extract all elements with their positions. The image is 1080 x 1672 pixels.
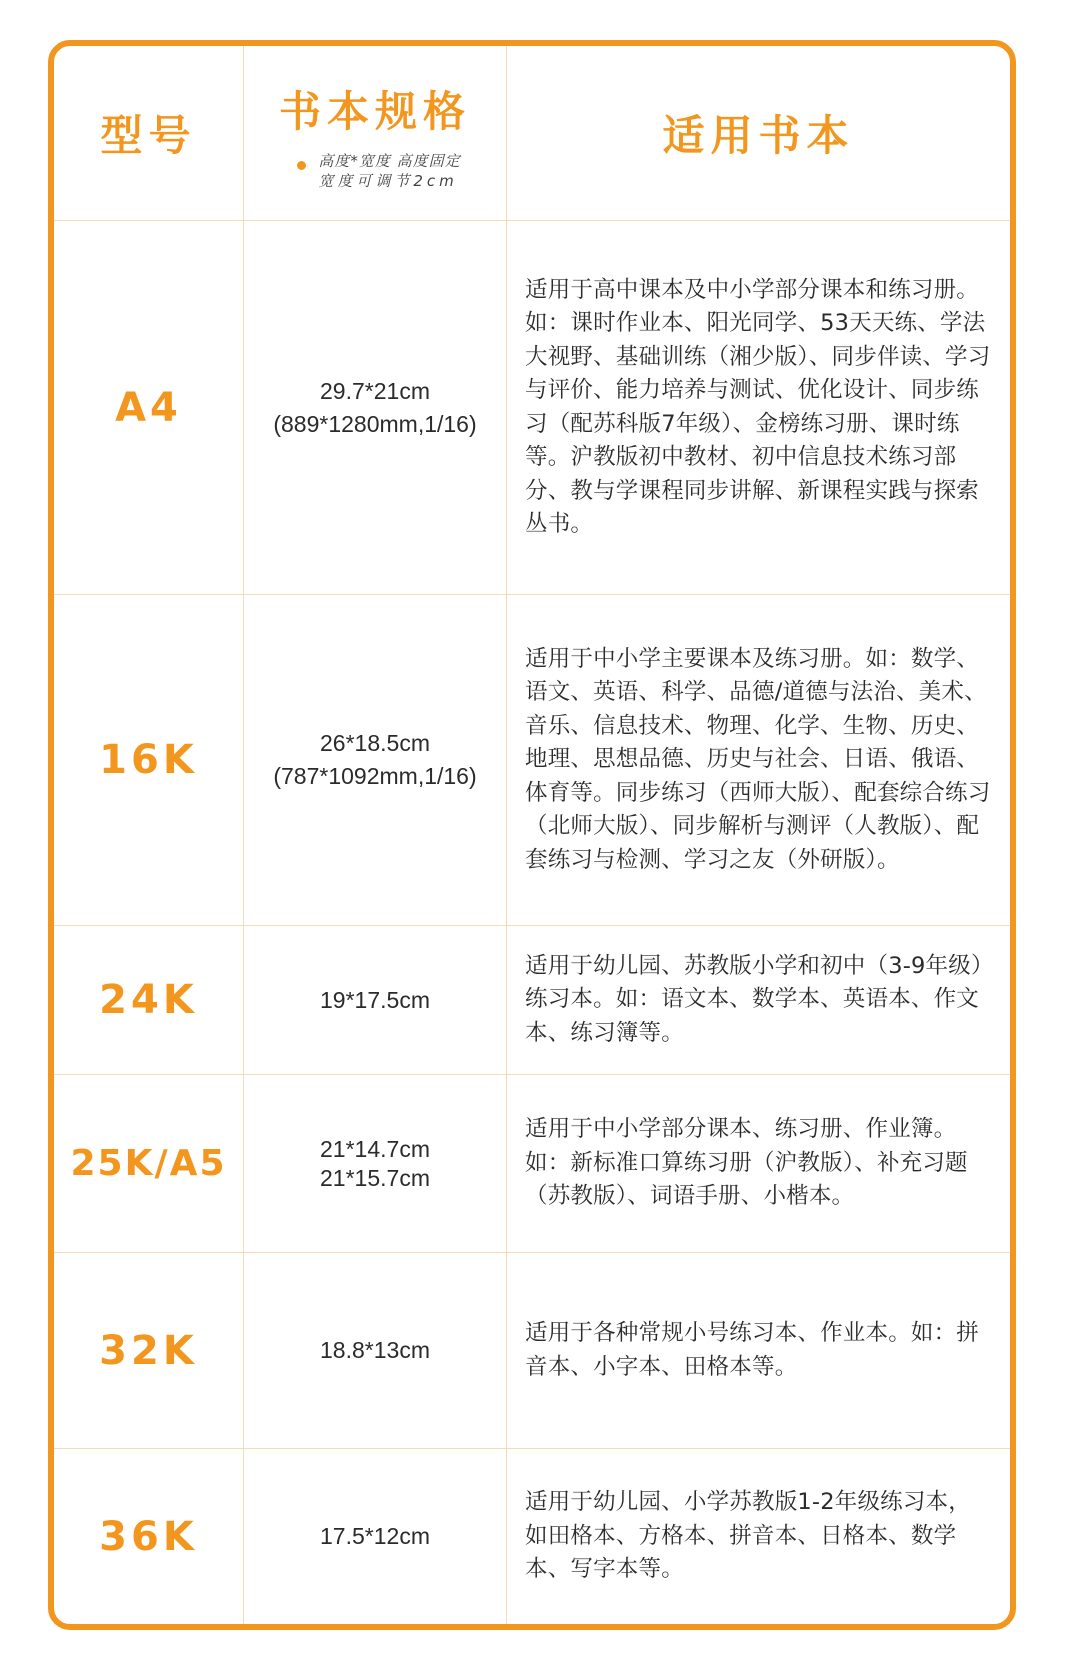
row-32k-books: 适用于各种常规小号练习本、作业本。如：拼音本、小字本、田格本等。 <box>525 1320 980 1380</box>
row-25k-a5-model-cell <box>54 1075 244 1253</box>
row-25k-a5-spec-line-1: 21*14.7cm <box>320 1135 430 1162</box>
spec-note-line-1: 高度*宽度 高度固定 <box>318 152 461 170</box>
header-books: 适用书本 <box>662 111 855 160</box>
size-table-grid <box>54 46 1010 1624</box>
header-model-cell <box>54 46 244 221</box>
row-25k-a5-books-cell <box>507 1075 1010 1253</box>
row-32k-spec-cell <box>244 1253 507 1449</box>
row-36k-books-cell <box>507 1449 1010 1624</box>
size-table <box>48 40 1016 1630</box>
row-32k-books-cell <box>507 1253 1010 1449</box>
row-25k-a5-model: 25K/A5 <box>70 1143 227 1184</box>
orange-dot-icon <box>297 161 306 170</box>
header-books-cell <box>507 46 1010 221</box>
row-36k-spec-cell <box>244 1449 507 1624</box>
spec-note <box>297 151 460 191</box>
row-24k-model-cell <box>54 926 244 1075</box>
row-a4-spec-line-2: (889*1280mm,1/16) <box>273 410 477 437</box>
row-16k-spec-line-1: 26*18.5cm <box>320 730 430 756</box>
row-36k-model: 36K <box>99 1513 198 1560</box>
row-a4-books-cell <box>507 221 1010 595</box>
row-24k-model: 24K <box>99 977 198 1023</box>
header-model: 型号 <box>100 111 197 160</box>
row-32k-model-cell <box>54 1253 244 1449</box>
row-25k-a5-books: 适用于中小学部分课本、练习册、作业簿。如：新标准口算练习册（沪教版）、补充习题（苏教版）、词语手册、小楷本。 <box>525 1116 968 1210</box>
row-24k-spec-cell <box>244 926 507 1075</box>
spec-note-text <box>318 151 460 191</box>
row-16k-books: 适用于中小学主要课本及练习册。如：数学、语文、英语、科学、品德/道德与法治、美术、音乐、信息技术、物理、化学、生物、历史、地理、思想品德、历史与社会、日语、俄语、体育等。同步练习（西师大版）、配套综合练习（北师大版）、同步解析与测评（人教版）、配套练习与检测、学习之友（外研版）。 <box>525 645 991 873</box>
row-24k-books: 适用于幼儿园、苏教版小学和初中（3-9年级）练习本。如：语文本、数学本、英语本、作文本、练习簿等。 <box>525 952 983 1046</box>
row-25k-a5-spec-cell <box>244 1075 507 1253</box>
row-16k-spec-cell <box>244 595 507 926</box>
spec-note-line-2: 宽度可调节2cm <box>318 172 458 190</box>
row-a4-spec-line-1: 29.7*21cm <box>320 377 430 404</box>
row-36k-spec-line-1: 17.5*12cm <box>320 1523 430 1549</box>
row-24k-spec-line-1: 19*17.5cm <box>320 986 430 1013</box>
row-a4-spec-cell <box>244 221 507 595</box>
row-36k-books: 适用于幼儿园、小学苏教版1-2年级练习本，如田格本、方格本、拼音本、日格本、数学本、写字本等。 <box>525 1489 971 1583</box>
row-25k-a5-spec-line-2: 21*15.7cm <box>320 1164 430 1191</box>
row-16k-model: 16K <box>99 737 198 783</box>
row-16k-spec-line-2: (787*1092mm,1/16) <box>273 763 477 789</box>
header-spec: 书本规格 <box>278 87 471 136</box>
row-32k-model: 32K <box>99 1327 198 1374</box>
row-a4-books: 适用于高中课本及中小学部分课本和练习册。如：课时作业本、阳光同学、53天天练、学法大视野、基础训练（湘少版）、同步伴读、学习与评价、能力培养与测试、优化设计、同步练习（配苏科版7年级）、金榜练习册、课时练等。沪教版初中教材、初中信息技术练习部分、教与学课程同步讲解、新课程实践与探索丛书。 <box>525 276 991 537</box>
row-16k-books-cell <box>507 595 1010 926</box>
row-24k-books-cell <box>507 926 1010 1075</box>
row-16k-model-cell <box>54 595 244 926</box>
row-a4-model: A4 <box>115 384 182 431</box>
row-36k-model-cell <box>54 1449 244 1624</box>
row-a4-model-cell <box>54 221 244 595</box>
header-spec-cell <box>244 46 507 221</box>
row-32k-spec-line-1: 18.8*13cm <box>320 1337 430 1363</box>
